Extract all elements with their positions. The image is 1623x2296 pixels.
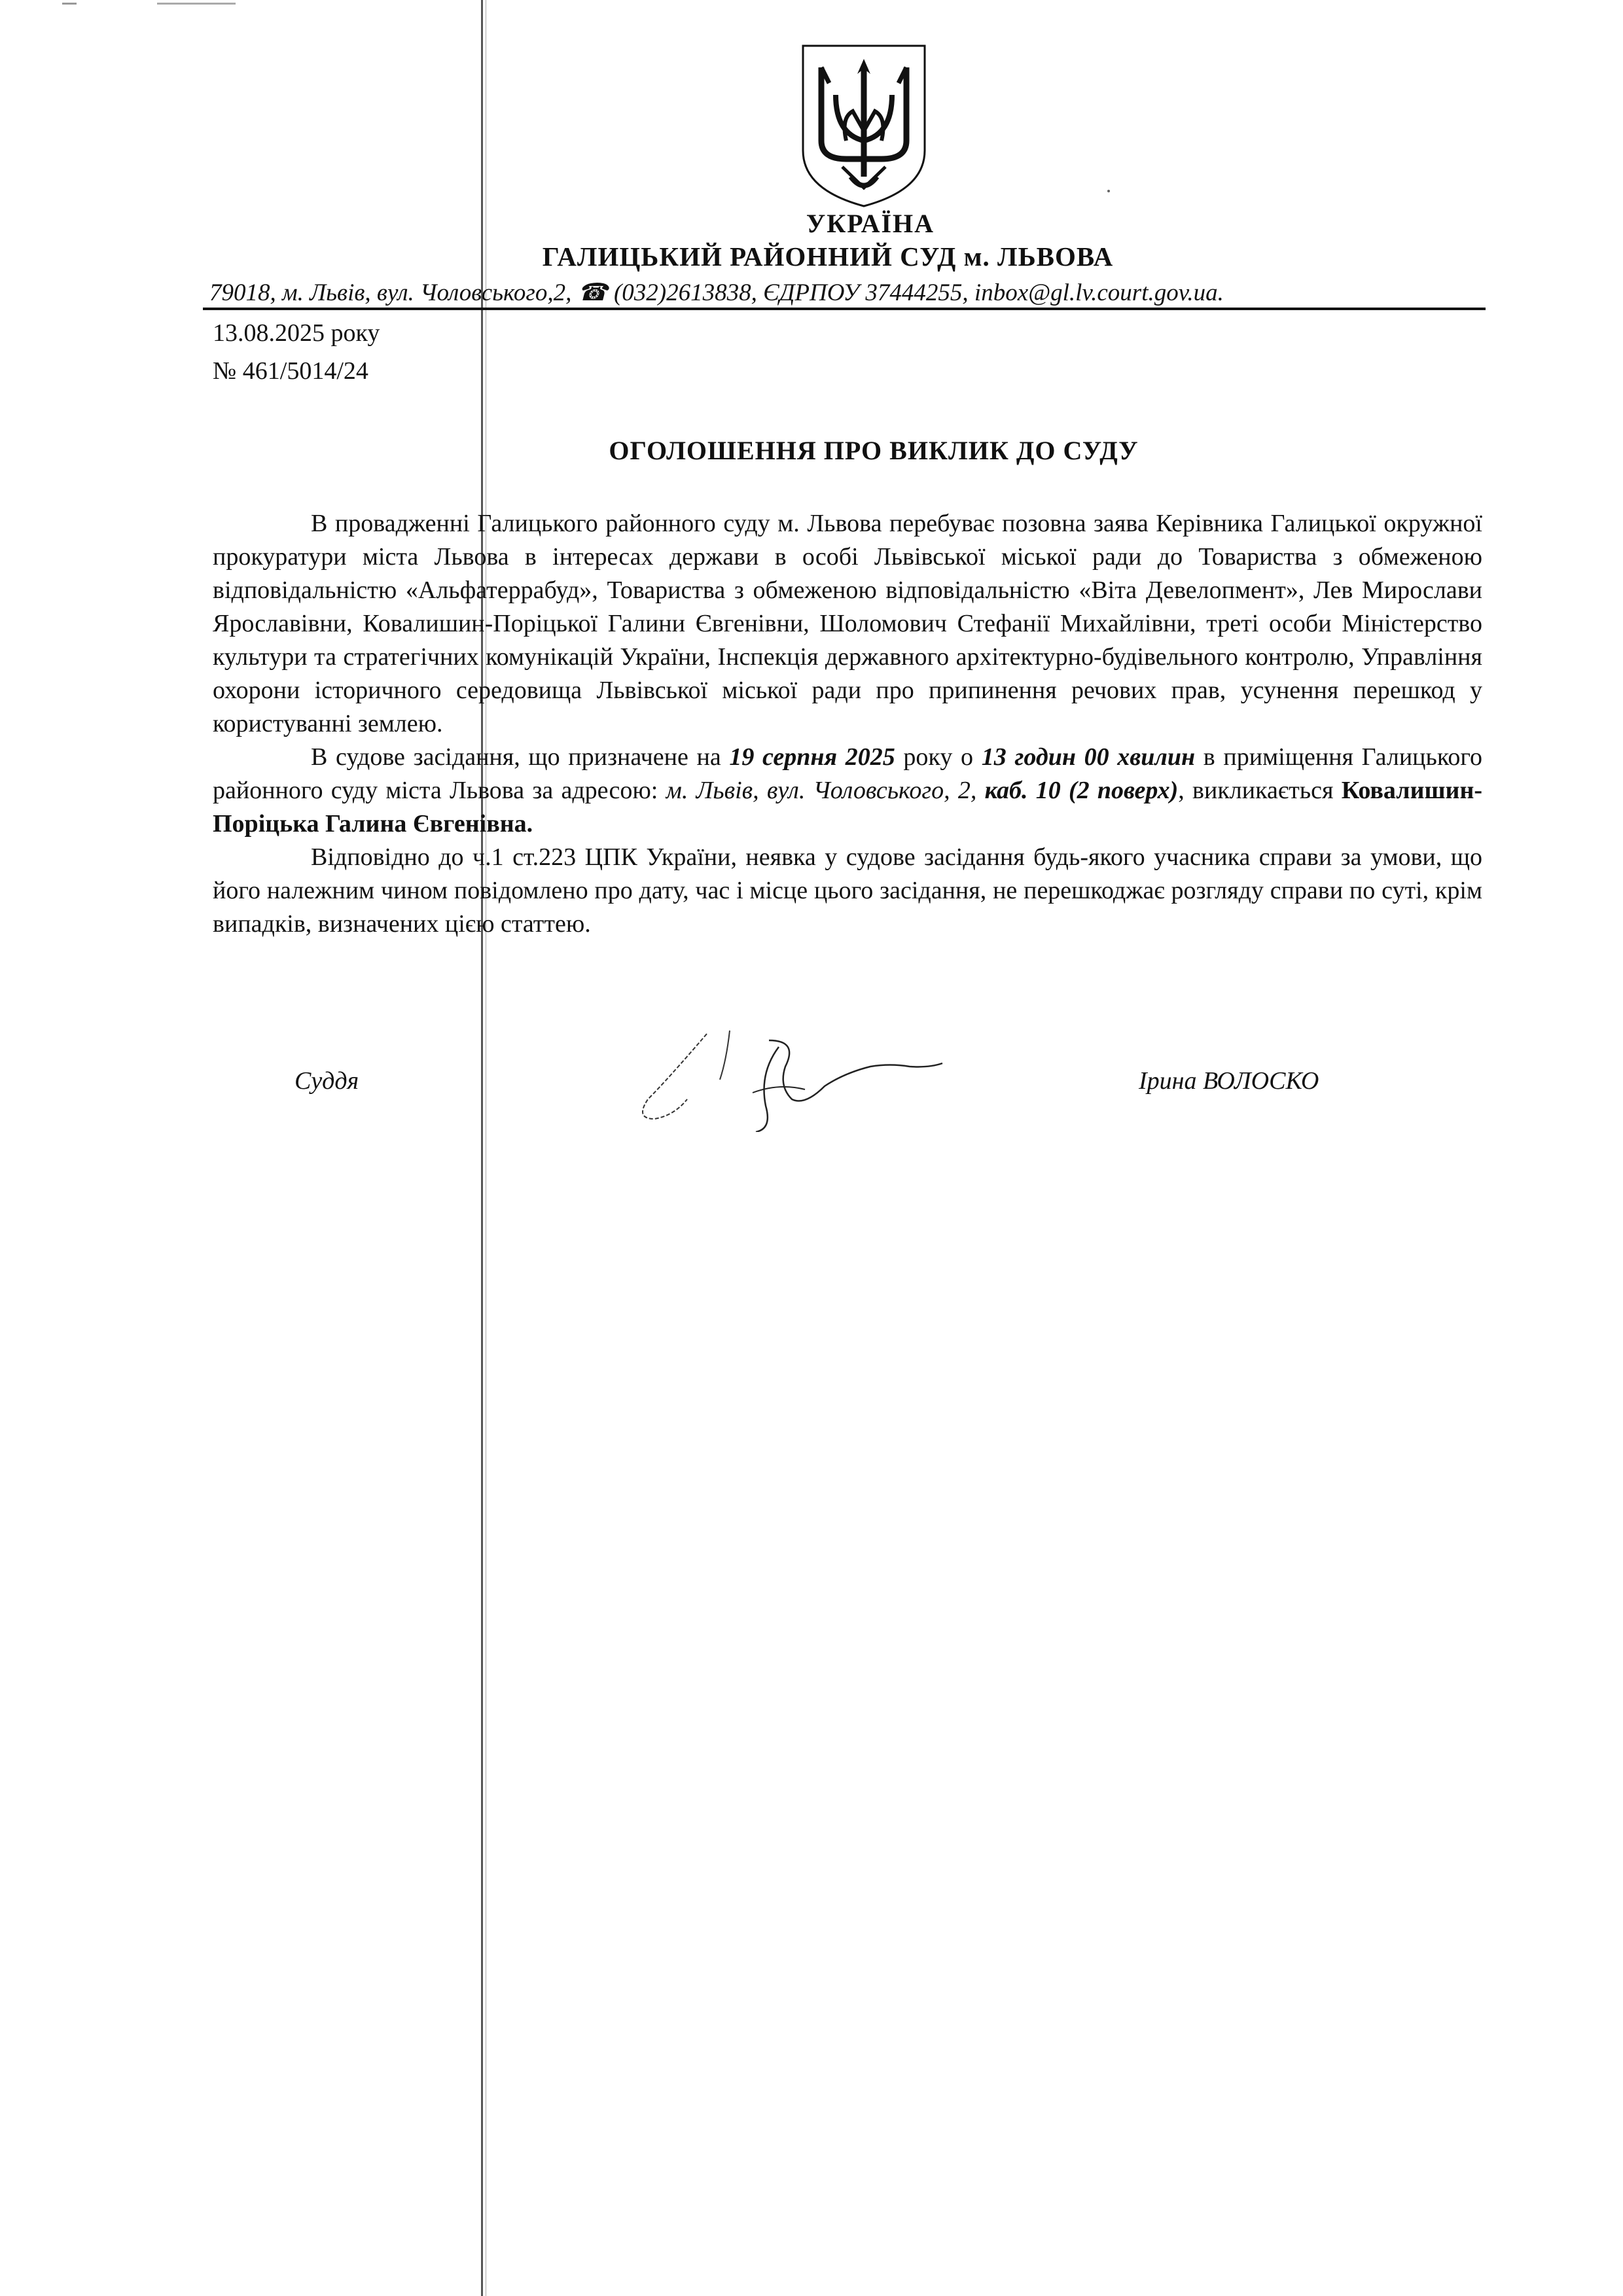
- summons-text: , викликається: [1178, 777, 1342, 804]
- court-address-line: 79018, м. Львів, вул. Чоловського,2, ☎ (032)2613838, ЄДРПОУ 37444255, inbox@gl.lv.court.gov.ua.: [209, 279, 1224, 306]
- coat-of-arms-trident-icon: [795, 43, 933, 209]
- header-divider: [203, 308, 1486, 310]
- hearing-address: м. Львів, вул. Чоловського, 2,: [666, 777, 977, 804]
- document-date: 13.08.2025 року: [213, 319, 380, 347]
- hearing-date: 19 серпня 2025: [729, 743, 895, 771]
- summons-text: В судове засідання, що призначене на: [311, 743, 730, 771]
- scan-speck: [1107, 190, 1110, 192]
- signatory-name: Ірина ВОЛОСКО: [1139, 1067, 1319, 1095]
- handwritten-signature: [628, 1021, 995, 1132]
- paragraph-claim: В провадженні Галицького районного суду м. Львова перебуває позовна заява Керівника Галицької окружної прокуратури міста Львова в інтересах держави в особі Львівської міської ради до Товариства з обмеженою відповідальністю «Альфатеррабуд», Товариства з обмеженою відповідальністю «Віта Девелопмент», Лев Мирослави Ярославівни, Ковалишин-Поріцької Галини Євгенівни, Шоломович Стефанії Михайлівни, треті особи Міністерство культури та стратегічних комунікацій України, Інспекція державного архітектурно-будівельного контролю, Управління охорони історичного середовища Львівської міської ради про припинення речових прав, усунення перешкод у користуванні землею.: [213, 510, 1482, 737]
- signatory-title: Суддя: [294, 1067, 359, 1095]
- paragraph-legal-note: Відповідно до ч.1 ст.223 ЦПК України, неявка у судове засідання будь-якого учасника справи за умови, що його належним чином повідомлено про дату, час і місце цього засідання, не перешкоджає розгляду справи по суті, крім випадків, визначених цією статтею.: [213, 843, 1482, 938]
- country-heading: УКРАЇНА: [806, 209, 935, 238]
- summoned-person: Ковалишин-Порiцька Галина Євгенівна.: [213, 777, 1482, 838]
- paragraph-summons: [213, 741, 1482, 841]
- document-title: ОГОЛОШЕННЯ ПРО ВИКЛИК ДО СУДУ: [609, 436, 1139, 465]
- announcement-body: [213, 507, 1482, 941]
- scan-artifact-line: [481, 0, 483, 2296]
- hearing-room: каб. 10 (2 поверх): [984, 777, 1179, 804]
- case-number: № 461/5014/24: [213, 357, 368, 385]
- court-heading: ГАЛИЦЬКИЙ РАЙОННИЙ СУД м. ЛЬВОВА: [542, 241, 1114, 272]
- summons-text: року о: [895, 743, 982, 771]
- scan-speck: [62, 3, 77, 5]
- summons-text: в приміщення Галицького районного суду міста Львова за адресою:: [213, 743, 1482, 804]
- scan-speck: [157, 3, 236, 5]
- hearing-time: 13 годин 00 хвилин: [981, 743, 1196, 771]
